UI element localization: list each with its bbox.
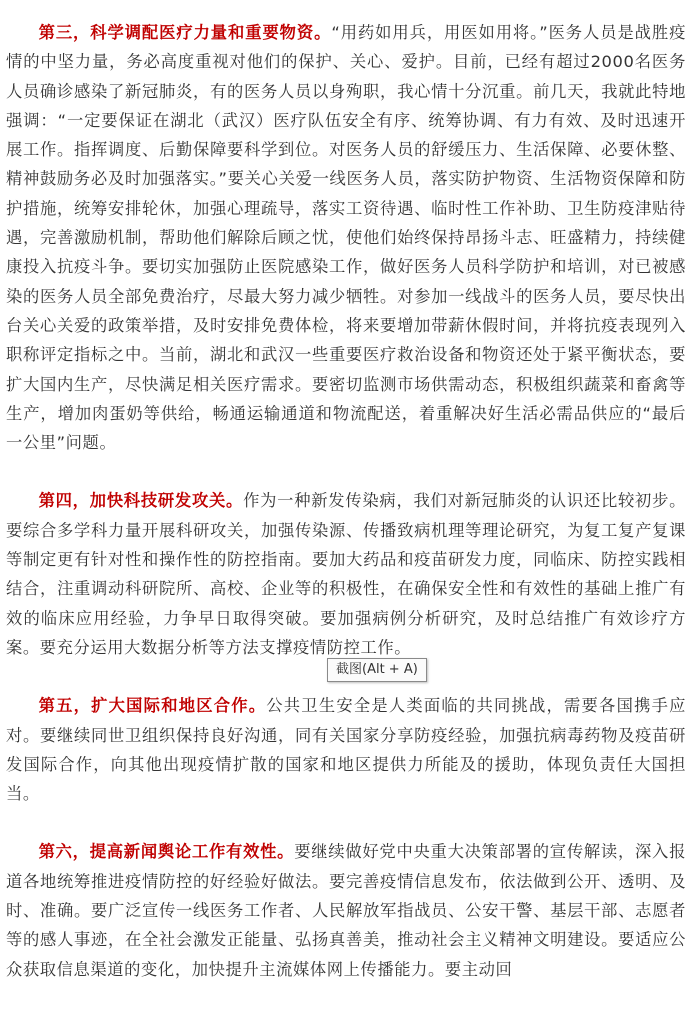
screenshot-shortcut-tooltip: 截图(Alt + A)	[327, 658, 427, 682]
section-5-text: 公共卫生安全是人类面临的共同挑战，需要各国携手应对。要继续同世卫组织保持良好沟通，同有关国家分享防疫经验，加强抗病毒药物及疫苗研发国际合作，向其他出现疫情扩散的国家和地区提供力所能及的援助，体现负责任大国担当。	[6, 696, 686, 804]
section-3-heading: 第三，科学调配医疗力量和重要物资。	[38, 23, 332, 42]
section-4-heading: 第四，加快科技研发攻关。	[38, 491, 244, 511]
article-body	[6, 18, 686, 1013]
section-4-text: 作为一种新发传染病，我们对新冠肺炎的认识还比较初步。要综合多学科力量开展科研攻关，加强传染源、传播致病机理等理论研究，为复工复产复课等制定更有针对性和操作性的防控指南。要加大药品和疫苗研发力度，同临床、防控实践相结合，注重调动科研院所、高校、企业等的积极性，在确保安全性和有效性的基础上推广有效的临床应用经验，力争早日取得突破。要加强病例分析研究，及时总结推广有效诊疗方案。要充分运用大数据分析等方法支撑疫情防控工作。	[6, 491, 686, 657]
section-3-paragraph	[6, 18, 686, 457]
section-5-paragraph	[6, 691, 686, 808]
section-6-heading: 第六，提高新闻舆论工作有效性。	[38, 842, 295, 862]
section-4-paragraph	[6, 486, 686, 662]
section-5-heading: 第五，扩大国际和地区合作。	[38, 696, 267, 716]
section-6-paragraph	[6, 837, 686, 983]
section-6-text: 要继续做好党中央重大决策部署的宣传解读，深入报道各地统筹推进疫情防控的好经验好做法。要完善疫情信息发布，依法做到公开、透明、及时、准确。要广泛宣传一线医务工作者、人民解放军指战员、公安干警、基层干部、志愿者等的感人事迹，在全社会激发正能量、弘扬真善美，推动社会主义精神文明建设。要适应公众获取信息渠道的变化，加快提升主流媒体网上传播能力。要主动回	[6, 842, 686, 979]
section-3-text: “用药如用兵，用医如用将。”医务人员是战胜疫情的中坚力量，务必高度重视对他们的保护、关心、爱护。目前，已经有超过2000名医务人员确诊感染了新冠肺炎，有的医务人员以身殉职，我心情十分沉重。前几天，我就此特地强调：“一定要保证在湖北（武汉）医疗队伍安全有序、统筹协调、有力有效、及时迅速开展工作。指挥调度、后勤保障要科学到位。对医务人员的舒缓压力、生活保障、必要休整、精神鼓励务必及时加强落实。”要关心关爱一线医务人员，落实防护物资、生活物资保障和防护措施，统筹安排轮休，加强心理疏导，落实工资待遇、临时性工作补助、卫生防疫津贴待遇，完善激励机制，帮助他们解除后顾之忧，使他们始终保持昂扬斗志、旺盛精力，持续健康投入抗疫斗争。要切实加强防止医院感染工作，做好医务人员科学防护和培训，对已被感染的医务人员全部免费治疗，尽最大努力减少牺牲。对参加一线战斗的医务人员，要尽快出台关心关爱的政策举措，及时安排免费体检，将来要增加带薪休假时间，并将抗疫表现列入职称评定指标之中。当前，湖北和武汉一些重要医疗救治设备和物资还处于紧平衡状态，要扩大国内生产，尽快满足相关医疗需求。要密切监测市场供需动态，积极组织蔬菜和畜禽等生产，增加肉蛋奶等供给，畅通运输通道和物流配送，着重解决好生活必需品供应的“最后一公里”问题。	[6, 23, 687, 453]
